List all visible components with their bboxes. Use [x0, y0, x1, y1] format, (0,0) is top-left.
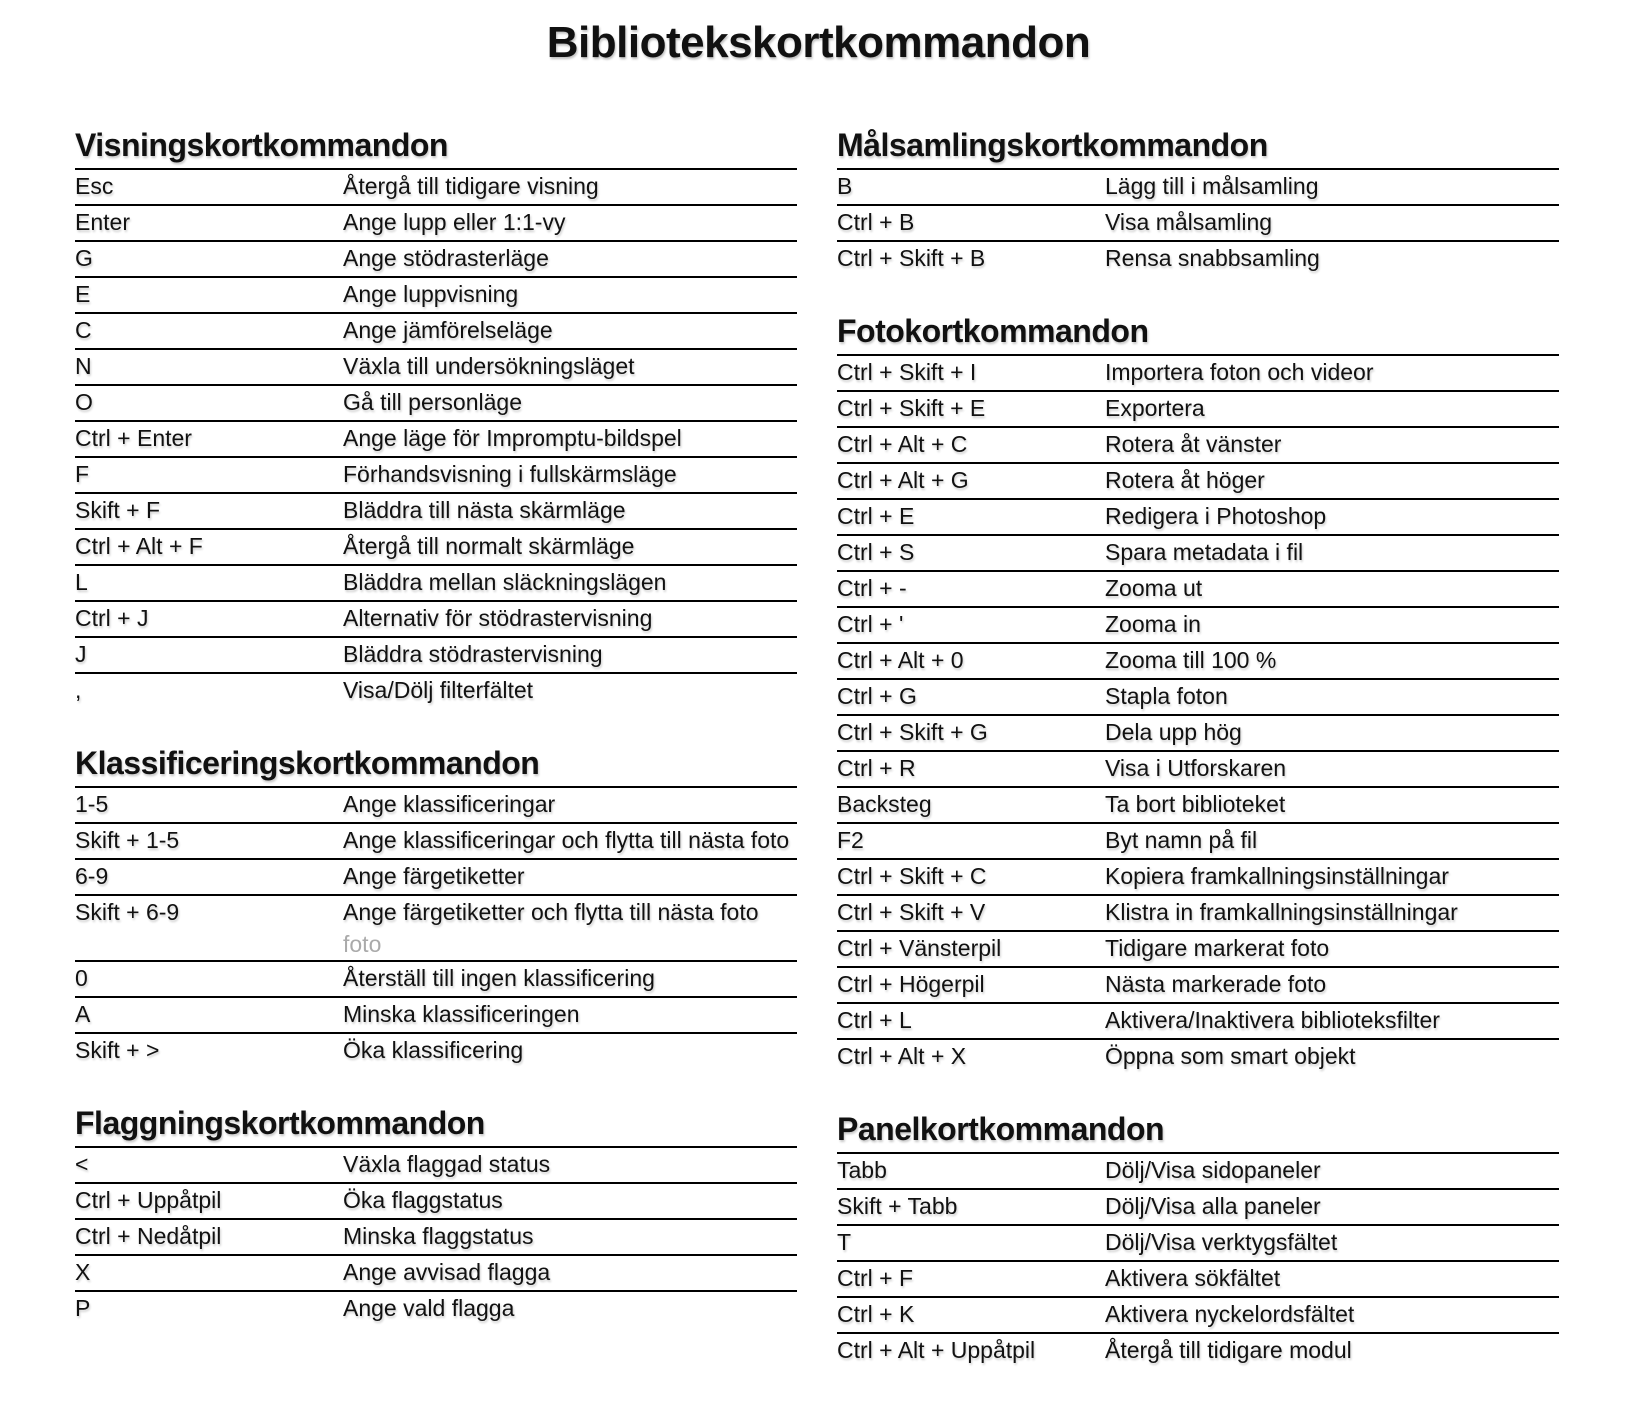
shortcut-key: Ctrl + F [837, 1265, 914, 1291]
shortcut-row [75, 962, 797, 998]
shortcut-row [75, 1220, 797, 1256]
shortcut-description-cell [343, 824, 797, 858]
shortcut-row [75, 170, 797, 206]
shortcut-key: X [75, 1259, 91, 1285]
shortcut-description: Växla flaggad status [343, 1151, 551, 1177]
section-title: Fotokortkommandon [837, 310, 1559, 356]
shortcut-description-cell [1105, 500, 1559, 534]
shortcut-description: Ange läge för Impromptu-bildspel [343, 425, 682, 451]
section-klassificeringskortkommandon [75, 742, 797, 1068]
shortcut-description: Ange klassificeringar och flytta till nästa foto [343, 827, 790, 853]
shortcut-key: Ctrl + E [837, 503, 915, 529]
shortcut-description: Rensa snabbsamling [1105, 245, 1320, 271]
shortcut-row [837, 572, 1559, 608]
shortcut-description: Rotera åt vänster [1105, 431, 1282, 457]
shortcut-key: Ctrl + - [837, 575, 907, 601]
shortcut-description: Aktivera nyckelordsfältet [1105, 1301, 1355, 1327]
shortcut-row [837, 500, 1559, 536]
shortcut-description-cell [1105, 392, 1559, 426]
shortcut-description: Tidigare markerat foto [1105, 935, 1330, 961]
shortcut-key: Ctrl + Skift + E [837, 395, 986, 421]
shortcut-key: Skift + 1-5 [75, 827, 180, 853]
shortcut-description-cell [343, 314, 797, 348]
shortcut-row [837, 788, 1559, 824]
shortcut-row [837, 860, 1559, 896]
shortcut-description-cell [343, 788, 797, 822]
shortcut-key: C [75, 317, 92, 343]
shortcut-key: Ctrl + Nedåtpil [75, 1223, 222, 1249]
shortcut-description-cell [1105, 788, 1559, 822]
shortcut-key: Ctrl + L [837, 1007, 912, 1033]
shortcut-row [75, 824, 797, 860]
shortcut-row [837, 968, 1559, 1004]
shortcut-description: Ange lupp eller 1:1-vy [343, 209, 566, 235]
shortcut-row [837, 464, 1559, 500]
shortcut-key: Ctrl + Alt + C [837, 431, 968, 457]
shortcut-key: F2 [837, 827, 864, 853]
shortcut-description: Ange färgetiketter [343, 863, 525, 889]
shortcut-description-cell [343, 1292, 797, 1326]
shortcut-description: Dela upp hög [1105, 719, 1242, 745]
shortcut-row [837, 932, 1559, 968]
shortcut-description: Växla till undersökningsläget [343, 353, 635, 379]
shortcut-row [837, 1298, 1559, 1334]
shortcut-description-cell [1105, 464, 1559, 498]
shortcut-description: Dölj/Visa verktygsfältet [1105, 1229, 1338, 1255]
shortcut-description-cell [1105, 1154, 1559, 1188]
shortcut-description: Ange stödrasterläge [343, 245, 549, 271]
shortcut-description-cell [343, 206, 797, 240]
shortcut-description: Visa/Dölj filterfältet [343, 677, 534, 703]
shortcut-description-cell [343, 350, 797, 384]
shortcut-description: Dölj/Visa sidopaneler [1105, 1157, 1321, 1183]
shortcut-description: Visa i Utforskaren [1105, 755, 1287, 781]
shortcut-row [837, 1334, 1559, 1368]
section-malsamlingskortkommandon [837, 124, 1559, 276]
shortcut-row [837, 1154, 1559, 1190]
shortcut-key: E [75, 281, 91, 307]
shortcut-row [75, 494, 797, 530]
shortcut-description-cell [343, 422, 797, 456]
shortcut-description: Byt namn på fil [1105, 827, 1258, 853]
left-column [75, 124, 797, 1360]
section-title: Panelkortkommandon [837, 1108, 1559, 1154]
shortcut-row [75, 1184, 797, 1220]
shortcut-description-cell [1105, 428, 1559, 462]
shortcut-description-cell [343, 602, 797, 636]
shortcut-key: Ctrl + Alt + X [837, 1043, 967, 1069]
shortcut-key: Ctrl + Skift + I [837, 359, 977, 385]
shortcut-description-cell [343, 1148, 797, 1182]
shortcut-description-cell [1105, 932, 1559, 966]
shortcut-row [75, 242, 797, 278]
shortcut-row [75, 998, 797, 1034]
shortcut-row [837, 752, 1559, 788]
shortcut-description: Bläddra stödrastervisning [343, 641, 603, 667]
shortcut-description: Visa målsamling [1105, 209, 1273, 235]
shortcut-description-cell [1105, 860, 1559, 894]
shortcut-description: Öppna som smart objekt [1105, 1043, 1356, 1069]
shortcut-description-cell [343, 566, 797, 600]
shortcut-key: J [75, 641, 87, 667]
shortcut-description-cell [343, 1034, 797, 1068]
shortcut-key: Ctrl + Skift + B [837, 245, 986, 271]
shortcut-description: Rotera åt höger [1105, 467, 1265, 493]
shortcut-key: Ctrl + ' [837, 611, 904, 637]
shortcut-description-cell [343, 494, 797, 528]
shortcut-key: P [75, 1295, 91, 1321]
shortcut-row [837, 1004, 1559, 1040]
section-title: Klassificeringskortkommandon [75, 742, 797, 788]
shortcut-key: Enter [75, 209, 130, 235]
shortcut-row [75, 350, 797, 386]
shortcut-row [75, 386, 797, 422]
shortcut-key: G [75, 245, 93, 271]
shortcut-key: A [75, 1001, 91, 1027]
shortcut-description-cell [343, 962, 797, 996]
shortcut-description: Zooma till 100 % [1105, 647, 1277, 673]
shortcut-row [837, 170, 1559, 206]
shortcut-description-cell [343, 386, 797, 420]
shortcut-description: Ange klassificeringar [343, 791, 556, 817]
shortcut-description: Ange luppvisning [343, 281, 519, 307]
shortcut-row [75, 674, 797, 708]
shortcut-description-cell [1105, 896, 1559, 930]
shortcut-row [75, 788, 797, 824]
shortcut-row [75, 602, 797, 638]
shortcut-description: Nästa markerade foto [1105, 971, 1327, 997]
shortcut-row [75, 860, 797, 896]
shortcut-description: Ta bort biblioteket [1105, 791, 1286, 817]
shortcut-row [75, 1256, 797, 1292]
shortcut-row [837, 206, 1559, 242]
shortcut-description-cell [1105, 572, 1559, 606]
shortcut-row [837, 644, 1559, 680]
shortcut-description-cell [1105, 1262, 1559, 1296]
shortcut-description-cell [343, 896, 797, 960]
shortcut-row [75, 530, 797, 566]
shortcut-description: Redigera i Photoshop [1105, 503, 1327, 529]
shortcut-row [75, 458, 797, 494]
shortcut-key: Ctrl + Uppåtpil [75, 1187, 222, 1213]
shortcut-description: Ange avvisad flagga [343, 1259, 551, 1285]
shortcut-description-cell [1105, 644, 1559, 678]
section-title: Flaggningskortkommandon [75, 1102, 797, 1148]
shortcut-description-cell [1105, 1190, 1559, 1224]
shortcut-row [75, 1034, 797, 1068]
shortcut-key: B [837, 173, 853, 199]
shortcut-description-cell [343, 458, 797, 492]
shortcut-key: 0 [75, 965, 88, 991]
shortcut-description-cell [343, 242, 797, 276]
shortcut-key: Ctrl + Enter [75, 425, 192, 451]
section-title: Visningskortkommandon [75, 124, 797, 170]
shortcut-key: Backsteg [837, 791, 932, 817]
shortcut-row [75, 566, 797, 602]
shortcut-description: Återgå till normalt skärmläge [343, 533, 635, 559]
shortcut-key: Skift + 6-9 [75, 899, 180, 925]
shortcut-key: Ctrl + Alt + 0 [837, 647, 964, 673]
shortcut-row [837, 680, 1559, 716]
shortcut-description: Alternativ för stödrastervisning [343, 605, 653, 631]
shortcut-key: Tabb [837, 1157, 887, 1183]
shortcut-description-cell [1105, 170, 1559, 204]
shortcut-description-cell [343, 1256, 797, 1290]
shortcut-row [75, 422, 797, 458]
shortcut-description-cell [1105, 356, 1559, 390]
shortcut-row [75, 638, 797, 674]
shortcut-row [837, 1190, 1559, 1226]
shortcut-row [837, 896, 1559, 932]
shortcut-row [837, 824, 1559, 860]
shortcut-key: Ctrl + Alt + F [75, 533, 203, 559]
shortcut-description: Gå till personläge [343, 389, 522, 415]
shortcut-key: Ctrl + K [837, 1301, 915, 1327]
shortcut-description-cell [343, 674, 797, 708]
shortcut-description-cell [1105, 1004, 1559, 1038]
section-visningskortkommandon [75, 124, 797, 708]
shortcut-description: Öka flaggstatus [343, 1187, 503, 1213]
shortcut-row [837, 242, 1559, 276]
shortcut-key: Skift + F [75, 497, 160, 523]
shortcut-description-cell [343, 638, 797, 672]
shortcut-row [837, 1226, 1559, 1262]
shortcut-key: Ctrl + J [75, 605, 149, 631]
shortcut-description-cell [1105, 824, 1559, 858]
shortcut-description: Ange färgetiketter och flytta till nästa foto [343, 899, 759, 925]
shortcut-key: L [75, 569, 88, 595]
shortcut-row [75, 278, 797, 314]
section-flaggningskortkommandon [75, 1102, 797, 1326]
shortcut-row [837, 1262, 1559, 1298]
shortcut-row [837, 1040, 1559, 1074]
shortcut-description-cell [1105, 242, 1559, 276]
shortcut-description-cell [343, 1220, 797, 1254]
page-title: Bibliotekskortkommandon [546, 18, 1091, 67]
shortcut-description-cell [1105, 968, 1559, 1002]
shortcut-description: Zooma in [1105, 611, 1201, 637]
shortcut-row [837, 356, 1559, 392]
shortcut-key: Esc [75, 173, 114, 199]
shortcut-key: , [75, 677, 82, 703]
shortcut-key: Ctrl + G [837, 683, 917, 709]
shortcut-description-cell [343, 170, 797, 204]
shortcut-description-cell [1105, 680, 1559, 714]
shortcut-description: Minska klassificeringen [343, 1001, 580, 1027]
shortcut-key: Ctrl + B [837, 209, 915, 235]
shortcut-row [75, 206, 797, 242]
shortcut-key: Ctrl + Skift + C [837, 863, 987, 889]
shortcut-description: Zooma ut [1105, 575, 1203, 601]
shortcut-description-cell [1105, 1040, 1559, 1074]
shortcut-description: Lägg till i målsamling [1105, 173, 1319, 199]
shortcut-description-cell [343, 1184, 797, 1218]
shortcut-description-cell [343, 998, 797, 1032]
shortcut-description-cell [343, 860, 797, 894]
shortcut-key: Ctrl + Skift + G [837, 719, 988, 745]
shortcut-description: Öka klassificering [343, 1037, 524, 1063]
shortcut-key: Skift + Tabb [837, 1193, 958, 1219]
shortcut-description-cell [1105, 608, 1559, 642]
shortcut-row [837, 428, 1559, 464]
shortcut-description: Bläddra till nästa skärmläge [343, 497, 626, 523]
shortcut-description: Stapla foton [1105, 683, 1228, 709]
section-fotokortkommandon [837, 310, 1559, 1074]
shortcut-key: Ctrl + Alt + G [837, 467, 969, 493]
shortcut-key: Ctrl + R [837, 755, 916, 781]
shortcut-row [75, 1292, 797, 1326]
section-title: Målsamlingskortkommandon [837, 124, 1559, 170]
shortcut-description: Ange jämförelseläge [343, 317, 553, 343]
right-column [837, 124, 1559, 1402]
shortcut-description-cell [1105, 752, 1559, 786]
shortcut-description: Aktivera sökfältet [1105, 1265, 1281, 1291]
shortcut-description: Dölj/Visa alla paneler [1105, 1193, 1321, 1219]
shortcut-key: Ctrl + Alt + Uppåtpil [837, 1337, 1036, 1363]
shortcut-description-cell [1105, 206, 1559, 240]
shortcut-key: Ctrl + S [837, 539, 915, 565]
shortcut-description-cell [343, 278, 797, 312]
shortcut-description: Importera foton och videor [1105, 359, 1374, 385]
shortcut-key: 6-9 [75, 863, 109, 889]
shortcut-description-cell [1105, 1226, 1559, 1260]
shortcut-key: Ctrl + Vänsterpil [837, 935, 1002, 961]
shortcut-key: Ctrl + Skift + V [837, 899, 986, 925]
shortcut-row [837, 392, 1559, 428]
section-panelkortkommandon [837, 1108, 1559, 1368]
shortcut-description: Aktivera/Inaktivera biblioteksfilter [1105, 1007, 1440, 1033]
shortcut-row [75, 896, 797, 962]
shortcut-row [75, 314, 797, 350]
shortcut-description: Exportera [1105, 395, 1205, 421]
shortcut-row [837, 536, 1559, 572]
shortcut-key: Ctrl + Högerpil [837, 971, 985, 997]
shortcut-description: Ange vald flagga [343, 1295, 515, 1321]
shortcut-description: Återställ till ingen klassificering [343, 965, 655, 991]
shortcut-description-cell [1105, 536, 1559, 570]
shortcut-description: Återgå till tidigare modul [1105, 1337, 1352, 1363]
shortcut-description: Spara metadata i fil [1105, 539, 1304, 565]
shortcut-description: Förhandsvisning i fullskärmsläge [343, 461, 677, 487]
ghost-text: foto [343, 931, 382, 957]
shortcut-key: Skift + > [75, 1037, 160, 1063]
shortcut-description: Klistra in framkallningsinställningar [1105, 899, 1458, 925]
shortcut-row [75, 1148, 797, 1184]
shortcut-key: N [75, 353, 92, 379]
shortcut-description-cell [1105, 1334, 1559, 1368]
shortcut-description-cell [1105, 1298, 1559, 1332]
shortcut-key: T [837, 1229, 852, 1255]
shortcut-description-cell [343, 530, 797, 564]
shortcut-row [837, 716, 1559, 752]
shortcut-key: 1-5 [75, 791, 109, 817]
shortcut-description: Minska flaggstatus [343, 1223, 534, 1249]
shortcut-key: < [75, 1151, 89, 1177]
shortcut-key: O [75, 389, 93, 415]
shortcut-key: F [75, 461, 90, 487]
shortcut-row [837, 608, 1559, 644]
shortcut-description: Återgå till tidigare visning [343, 173, 599, 199]
shortcut-description: Kopiera framkallningsinställningar [1105, 863, 1449, 889]
shortcut-description: Bläddra mellan släckningslägen [343, 569, 667, 595]
shortcut-description-cell [1105, 716, 1559, 750]
